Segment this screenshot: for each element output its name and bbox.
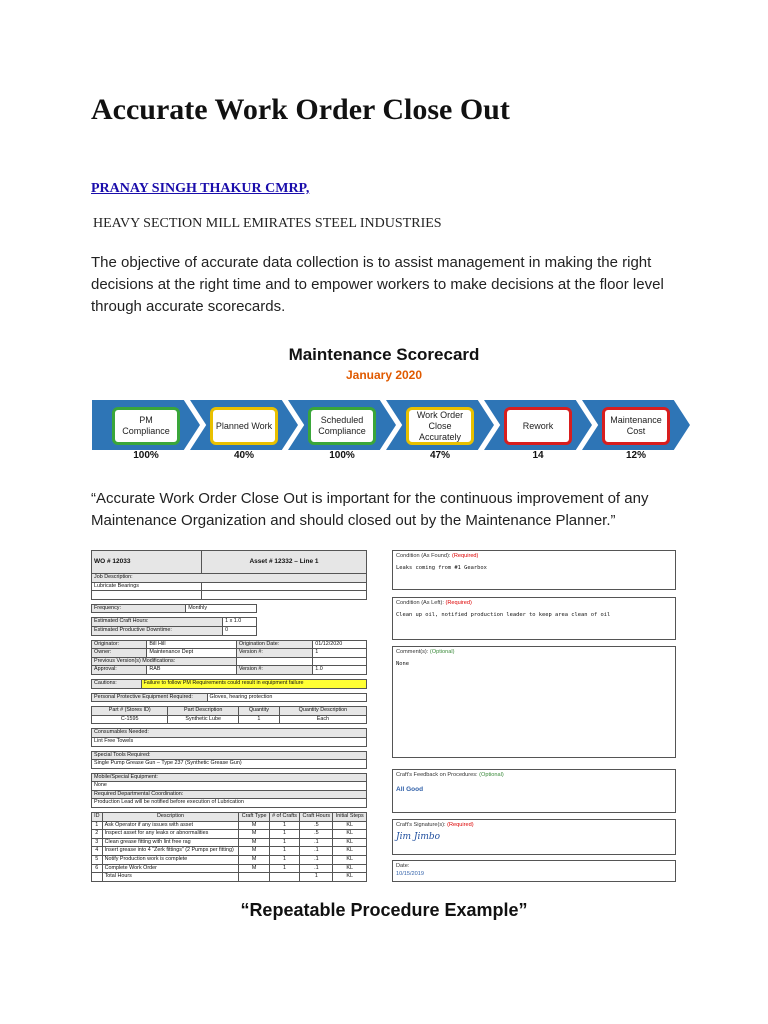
- comments-optional: (Optional): [429, 649, 455, 655]
- mobile-value: None: [92, 782, 367, 791]
- origination-table: [91, 640, 367, 675]
- scorecard-kpi-value: 100%: [133, 450, 159, 461]
- steps-cell: 1: [269, 847, 299, 856]
- owner-label: Owner:: [92, 649, 147, 658]
- steps-cell: Insert grease into 4 “Zerk fittings” (2 Pumps per fitting): [102, 847, 239, 856]
- steps-cell: M: [239, 864, 269, 873]
- approval-label: Approval:: [92, 666, 147, 675]
- job-desc-label: Job Description:: [92, 574, 367, 583]
- organization: HEAVY SECTION MILL EMIRATES STEEL INDUSTRIES: [93, 216, 442, 231]
- originator: Bill Hill: [147, 640, 237, 649]
- steps-cell: Inspect asset for any leaks or abnormalities: [102, 830, 239, 839]
- left-box: [392, 597, 676, 640]
- date-label: Date:: [396, 863, 410, 869]
- steps-cell: M: [239, 838, 269, 847]
- date-value: 10/15/2019: [396, 871, 424, 877]
- parts-header-cell: Quantity: [239, 707, 280, 716]
- steps-cell: 1: [269, 838, 299, 847]
- steps-header-cell: Craft Type: [239, 813, 269, 822]
- steps-cell: 6: [92, 864, 103, 873]
- comments-value: None: [396, 661, 409, 667]
- page-title: Accurate Work Order Close Out: [91, 93, 510, 126]
- orig-date-label: Origination Date:: [236, 640, 312, 649]
- steps-cell: Ask Operator if any issues with asset: [102, 821, 239, 830]
- frequency-label: Frequency:: [92, 604, 186, 613]
- prev-mod-blank-2: [313, 657, 367, 666]
- found-required: (Required): [451, 553, 479, 559]
- found-box: [392, 550, 676, 590]
- steps-row: [92, 847, 367, 856]
- mobile-table: [91, 773, 367, 808]
- parts-cell: Synthetic Lube: [168, 715, 239, 724]
- steps-cell: M: [239, 821, 269, 830]
- prev-mod-blank: [236, 657, 312, 666]
- scorecard-kpi-value: 14: [532, 450, 544, 461]
- scorecard-kpi-label: Work Order Close Accurately: [406, 407, 474, 445]
- steps-cell: .1: [300, 838, 333, 847]
- found-value: Leaks coming from #1 Gearbox: [396, 565, 487, 571]
- version-2: 1.0: [313, 666, 367, 675]
- steps-cell: 3: [92, 838, 103, 847]
- coord-value: Production Lead will be notified before execution of Lubrication: [92, 799, 367, 808]
- orig-date: 01/12/2020: [313, 640, 367, 649]
- coord-label: Required Departmental Coordination:: [92, 790, 367, 799]
- job-desc-blank: [202, 582, 367, 591]
- steps-header-cell: Initial Steps: [333, 813, 367, 822]
- owner: Maintenance Dept: [147, 649, 237, 658]
- left-required: (Required): [445, 600, 472, 606]
- steps-cell: 4: [92, 847, 103, 856]
- comments-label: Comment(s):: [396, 649, 429, 655]
- scorecard-kpi-value: 40%: [233, 450, 254, 461]
- steps-cell: Notify Production work is complete: [102, 856, 239, 865]
- scorecard-title: Maintenance Scorecard: [288, 345, 480, 364]
- approval: RAB: [147, 666, 237, 675]
- steps-cell: 1: [269, 864, 299, 873]
- estimate-table: [91, 617, 257, 635]
- steps-cell: Clean grease fitting with lint free rag: [102, 838, 239, 847]
- steps-cell: KL: [333, 864, 367, 873]
- steps-cell: .1: [300, 856, 333, 865]
- steps-cell: KL: [333, 830, 367, 839]
- scorecard-kpi-label: PM Compliance: [112, 407, 180, 445]
- frequency-table: [91, 604, 257, 614]
- signature-label: Craft's Signature(s):: [396, 822, 446, 828]
- cautions-value: Failure to follow PM Requirements could result in equipment failure: [141, 679, 367, 688]
- consumables-table: [91, 728, 367, 746]
- mobile-label: Mobile/Special Equipment:: [92, 773, 367, 782]
- scorecard-kpi-label: Scheduled Compliance: [308, 407, 376, 445]
- steps-cell: KL: [333, 873, 367, 882]
- scorecard-kpi-label: Maintenance Cost: [602, 407, 670, 445]
- steps-row: [92, 838, 367, 847]
- version-label: Version #:: [236, 649, 312, 658]
- tools-label: Special Tools Required:: [92, 751, 367, 760]
- steps-cell: KL: [333, 821, 367, 830]
- author-link[interactable]: PRANAY SINGH THAKUR CMRP,: [91, 181, 310, 196]
- parts-header-cell: Quantity Description: [279, 707, 366, 716]
- steps-cell: M: [239, 830, 269, 839]
- scorecard-kpi-value: 47%: [429, 450, 450, 461]
- steps-cell: 1: [300, 873, 333, 882]
- feedback-label: Craft's Feedback on Procedures:: [396, 772, 478, 778]
- parts-cell: 1: [239, 715, 280, 724]
- steps-cell: [92, 873, 103, 882]
- wo-header-table: [91, 550, 367, 600]
- version-label-2: Version #:: [236, 666, 312, 675]
- steps-row: [92, 856, 367, 865]
- ppe-label: Personal Protective Equipment Required:: [92, 693, 208, 702]
- steps-cell: Total Hours: [102, 873, 239, 882]
- steps-cell: 1: [92, 821, 103, 830]
- signature-required: (Required): [447, 822, 474, 828]
- steps-cell: 1: [269, 856, 299, 865]
- steps-row: [92, 821, 367, 830]
- ppe-table: [91, 693, 367, 703]
- asset-number: Asset # 12332 – Line 1: [202, 551, 367, 574]
- steps-header-cell: Description: [102, 813, 239, 822]
- est-downtime: 0: [223, 626, 257, 635]
- tools-value: Single Pump Grease Gun – Type 237 (Synthetic Grease Gun): [92, 760, 367, 769]
- cautions-label: Cautions:: [92, 679, 142, 688]
- steps-cell: [269, 873, 299, 882]
- steps-header-cell: ID: [92, 813, 103, 822]
- version-1: 1: [313, 649, 367, 658]
- figure-caption: “Repeatable Procedure Example”: [240, 900, 528, 920]
- parts-header-cell: Part Description: [168, 707, 239, 716]
- originator-label: Originator:: [92, 640, 147, 649]
- date-box: [392, 860, 676, 882]
- steps-cell: 1: [269, 830, 299, 839]
- est-hours-label: Estimated Craft Hours:: [92, 618, 223, 627]
- feedback-box: [392, 769, 676, 813]
- scorecard-kpi-label: Rework: [504, 407, 572, 445]
- parts-cell: C-1595: [92, 715, 168, 724]
- est-downtime-label: Estimated Productive Downtime:: [92, 626, 223, 635]
- parts-table: [91, 706, 367, 724]
- tools-table: [91, 751, 367, 769]
- steps-header-cell: # of Crafts: [269, 813, 299, 822]
- found-label: Condition (As Found):: [396, 553, 451, 559]
- comments-box: [392, 646, 676, 758]
- prev-mod-label: Previous Version(s) Modifications:: [92, 657, 237, 666]
- steps-row: [92, 830, 367, 839]
- work-order-form: [91, 550, 367, 882]
- job-desc-blank-2: [92, 591, 202, 600]
- steps-cell: .1: [300, 847, 333, 856]
- feedback-optional: (Optional): [479, 772, 504, 778]
- job-desc: Lubricate Bearings: [92, 582, 202, 591]
- steps-cell: Complete Work Order: [102, 864, 239, 873]
- feedback-value: All Good: [396, 786, 424, 793]
- est-hours: 1 x 1.0: [223, 618, 257, 627]
- steps-cell: .5: [300, 830, 333, 839]
- signature-box: [392, 819, 676, 855]
- job-desc-blank-3: [202, 591, 367, 600]
- parts-cell: Each: [279, 715, 366, 724]
- intro-paragraph: The objective of accurate data collection is to assist management in making the right decisions at the right time and to empower workers to make decisions at the floor level through accurate scorecards.: [91, 254, 664, 315]
- consumables-label: Consumables Needed:: [92, 729, 367, 738]
- steps-row: [92, 864, 367, 873]
- steps-cell: [239, 873, 269, 882]
- ppe-value: Gloves, hearing protection: [207, 693, 367, 702]
- steps-cell: M: [239, 856, 269, 865]
- steps-cell: KL: [333, 838, 367, 847]
- left-value: Clean up oil, notified production leader to keep area clean of oil: [396, 612, 611, 618]
- steps-cell: 5: [92, 856, 103, 865]
- parts-header-cell: Part # (Stores ID): [92, 707, 168, 716]
- steps-cell: 2: [92, 830, 103, 839]
- steps-cell: .5: [300, 821, 333, 830]
- quote-paragraph: “Accurate Work Order Close Out is important for the continuous improvement of any Maintenance Organization and should closed out by the Maintenance Planner.”: [91, 490, 649, 529]
- steps-table: [91, 812, 367, 882]
- scorecard-kpi-value: 12%: [625, 450, 646, 461]
- cautions-table: [91, 679, 367, 689]
- steps-cell: KL: [333, 856, 367, 865]
- steps-cell: M: [239, 847, 269, 856]
- frequency-value: Monthly: [186, 604, 256, 613]
- steps-header-cell: Craft Hours: [300, 813, 333, 822]
- consumables-value: Lint Free Towels: [92, 737, 367, 746]
- steps-cell: KL: [333, 847, 367, 856]
- wo-number: WO # 12033: [92, 551, 202, 574]
- steps-row: [92, 873, 367, 882]
- steps-cell: .1: [300, 864, 333, 873]
- scorecard-kpi-value: 100%: [329, 450, 355, 461]
- left-label: Condition (As Left):: [396, 600, 444, 606]
- scorecard-subtitle: January 2020: [345, 368, 423, 382]
- signature-image: Jim Jimbo: [396, 832, 441, 842]
- steps-cell: 1: [269, 821, 299, 830]
- scorecard-kpi-label: Planned Work: [210, 407, 278, 445]
